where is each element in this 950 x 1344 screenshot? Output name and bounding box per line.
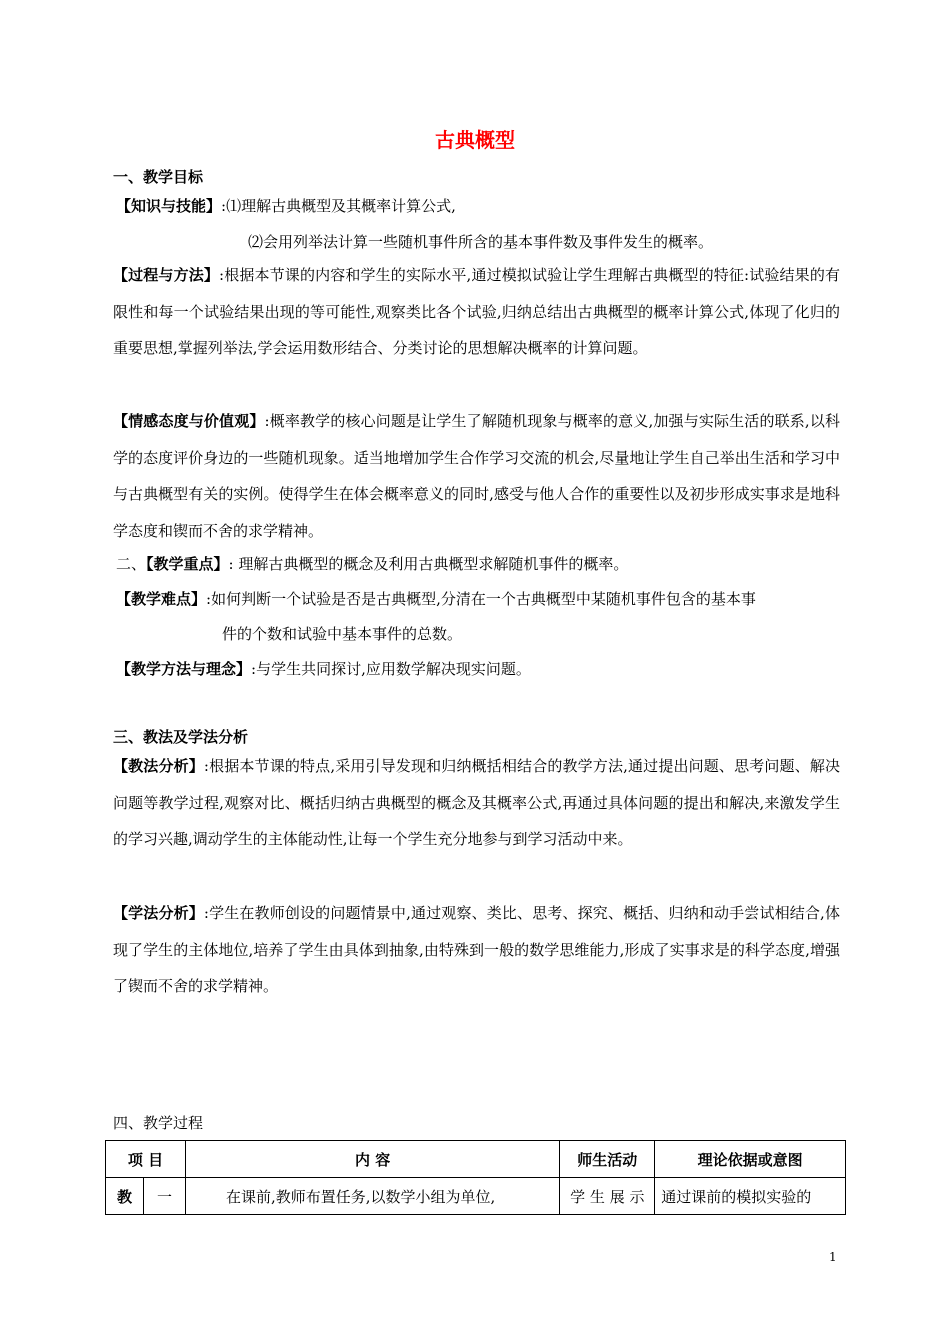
teach-analysis-label: 【教法分析】	[113, 757, 204, 775]
knowledge-line-2: ⑵会用列举法计算一些随机事件所含的基本事件数及事件发生的概率。	[248, 233, 714, 251]
row-item-2: 一	[143, 1178, 185, 1215]
knowledge-text-1: :⑴理解古典概型及其概率计算公式,	[221, 197, 456, 215]
emotion-text: :概率教学的核心问题是让学生了解随机现象与概率的意义,加强与实际生活的联系,以科学的态度评价身边的一些随机现象。适当地增加学生合作学习交流的机会,尽量地让学生自己举出生活和学习中与古典概型有关的实例。使得学生在体会概率意义的同时,感受与他人合作的重要性以及初步形成实事求是地科学态度和锲而不舍的求学精神。	[113, 412, 840, 540]
process-label: 【过程与方法】	[113, 266, 220, 284]
table-row	[106, 1178, 846, 1215]
row-content: 在课前,教师布置任务,以数学小组为单位,	[185, 1178, 559, 1215]
section-1-heading: 一、教学目标	[113, 168, 204, 186]
header-item: 项 目	[106, 1141, 186, 1178]
teach-analysis-text: :根据本节课的特点,采用引导发现和归纳概括相结合的教学方法,通过提出问题、思考问题、解决问题等教学过程,观察对比、概括归纳古典概型的概念及其概率公式,再通过具体问题的提出和解决,来激发学生的学习兴趣,调动学生的主体能动性,让每一个学生充分地参与到学习活动中来。	[113, 757, 840, 848]
learn-analysis-text: :学生在教师创设的问题情景中,通过观察、类比、思考、探究、概括、归纳和动手尝试相结合,体现了学生的主体地位,培养了学生由具体到抽象,由特殊到一般的数学思维能力,形成了实事求是的科学态度,增强了锲而不舍的求学精神。	[113, 904, 840, 995]
key-point-line	[116, 554, 628, 574]
emotion-label: 【情感态度与价值观】	[113, 412, 265, 430]
key-point-text: : 理解古典概型的概念及利用古典概型求解随机事件的概率。	[228, 555, 629, 573]
row-rationale: 通过课前的模拟实验的	[655, 1178, 846, 1215]
row-activity: 学 生 展 示	[560, 1178, 655, 1215]
section-4-heading: 四、教学过程	[113, 1114, 204, 1132]
method-label: 【教学方法与理念】	[116, 660, 252, 678]
difficulty-text-1: :如何判断一个试验是否是古典概型,分清在一个古典概型中某随机事件包含的基本事	[206, 590, 756, 608]
learn-analysis-paragraph	[113, 895, 840, 1005]
section-3-heading: 三、教法及学法分析	[113, 728, 249, 746]
section-2-prefix: 二、	[116, 555, 147, 573]
header-rationale: 理论依据或意图	[655, 1141, 846, 1178]
difficulty-line-2: 件的个数和试验中基本事件的总数。	[222, 625, 463, 643]
page-title: 古典概型	[435, 128, 515, 152]
knowledge-label: 【知识与技能】	[116, 197, 222, 215]
row-item-1: 教	[106, 1178, 144, 1215]
method-line	[116, 659, 531, 679]
emotion-paragraph	[113, 403, 840, 549]
header-content: 内 容	[185, 1141, 559, 1178]
knowledge-line-1	[116, 196, 456, 216]
key-point-label: 【教学重点】	[146, 555, 229, 573]
page-number: 1	[829, 1250, 837, 1264]
process-text: :根据本节课的内容和学生的实际水平,通过模拟试验让学生理解古典概型的特征:试验结果的有限性和每一个试验结果出现的等可能性,观察类比各个试验,归纳总结出古典概型的概率计算公式,体现了化归的重要思想,掌握列举法,学会运用数形结合、分类讨论的思想解决概率的计算问题。	[113, 266, 840, 357]
process-paragraph	[113, 257, 840, 367]
difficulty-line-1	[116, 589, 756, 609]
difficulty-label: 【教学难点】	[116, 590, 207, 608]
table-header-row	[106, 1141, 846, 1178]
teaching-process-table	[105, 1140, 846, 1215]
method-text: :与学生共同探讨,应用数学解决现实问题。	[251, 660, 531, 678]
header-activity: 师生活动	[560, 1141, 655, 1178]
learn-analysis-label: 【学法分析】	[113, 904, 204, 922]
teach-analysis-paragraph	[113, 748, 840, 858]
